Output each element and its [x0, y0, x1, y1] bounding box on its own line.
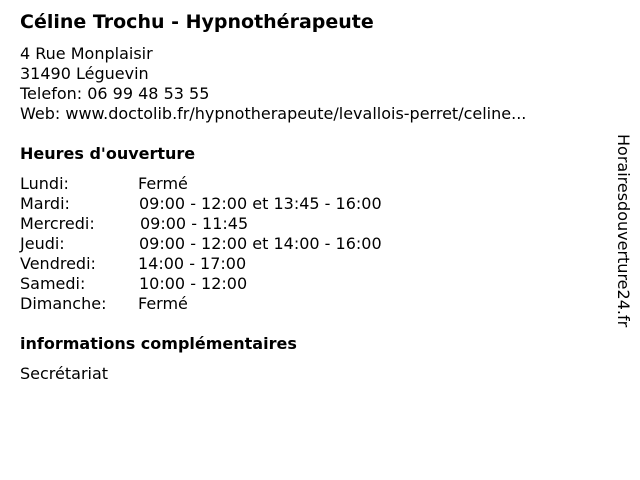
hours-time: Fermé	[138, 294, 188, 313]
street-address: 4 Rue Monplaisir	[20, 44, 153, 63]
info-heading: informations complémentaires	[20, 334, 297, 353]
hours-day: Mardi:	[20, 194, 70, 213]
address-block	[20, 44, 526, 124]
page-title: Céline Trochu - Hypnothérapeute	[20, 11, 374, 33]
hours-time: 10:00 - 12:00	[139, 274, 248, 293]
hours-time: 09:00 - 11:45	[140, 214, 249, 233]
hours-time: 09:00 - 12:00 et 13:45 - 16:00	[139, 194, 382, 213]
hours-time: Fermé	[138, 174, 188, 193]
website-link: Web: www.doctolib.fr/hypnotherapeute/levallois-perret/celine...	[20, 104, 527, 123]
hours-day: Lundi:	[20, 174, 69, 193]
hours-day: Dimanche:	[20, 294, 107, 313]
hours-day: Jeudi:	[20, 234, 65, 253]
hours-time: 14:00 - 17:00	[138, 254, 247, 273]
phone-number: Telefon: 06 99 48 53 55	[20, 84, 210, 103]
hours-day: Vendredi:	[20, 254, 96, 273]
hours-heading: Heures d'ouverture	[20, 144, 196, 163]
info-text: Secrétariat	[20, 364, 109, 383]
hours-day: Mercredi:	[20, 214, 95, 233]
site-watermark: Horairesdouverture24.fr	[614, 134, 633, 328]
hours-day: Samedi:	[20, 274, 86, 293]
city-address: 31490 Léguevin	[20, 64, 149, 83]
hours-time: 09:00 - 12:00 et 14:00 - 16:00	[139, 234, 382, 253]
